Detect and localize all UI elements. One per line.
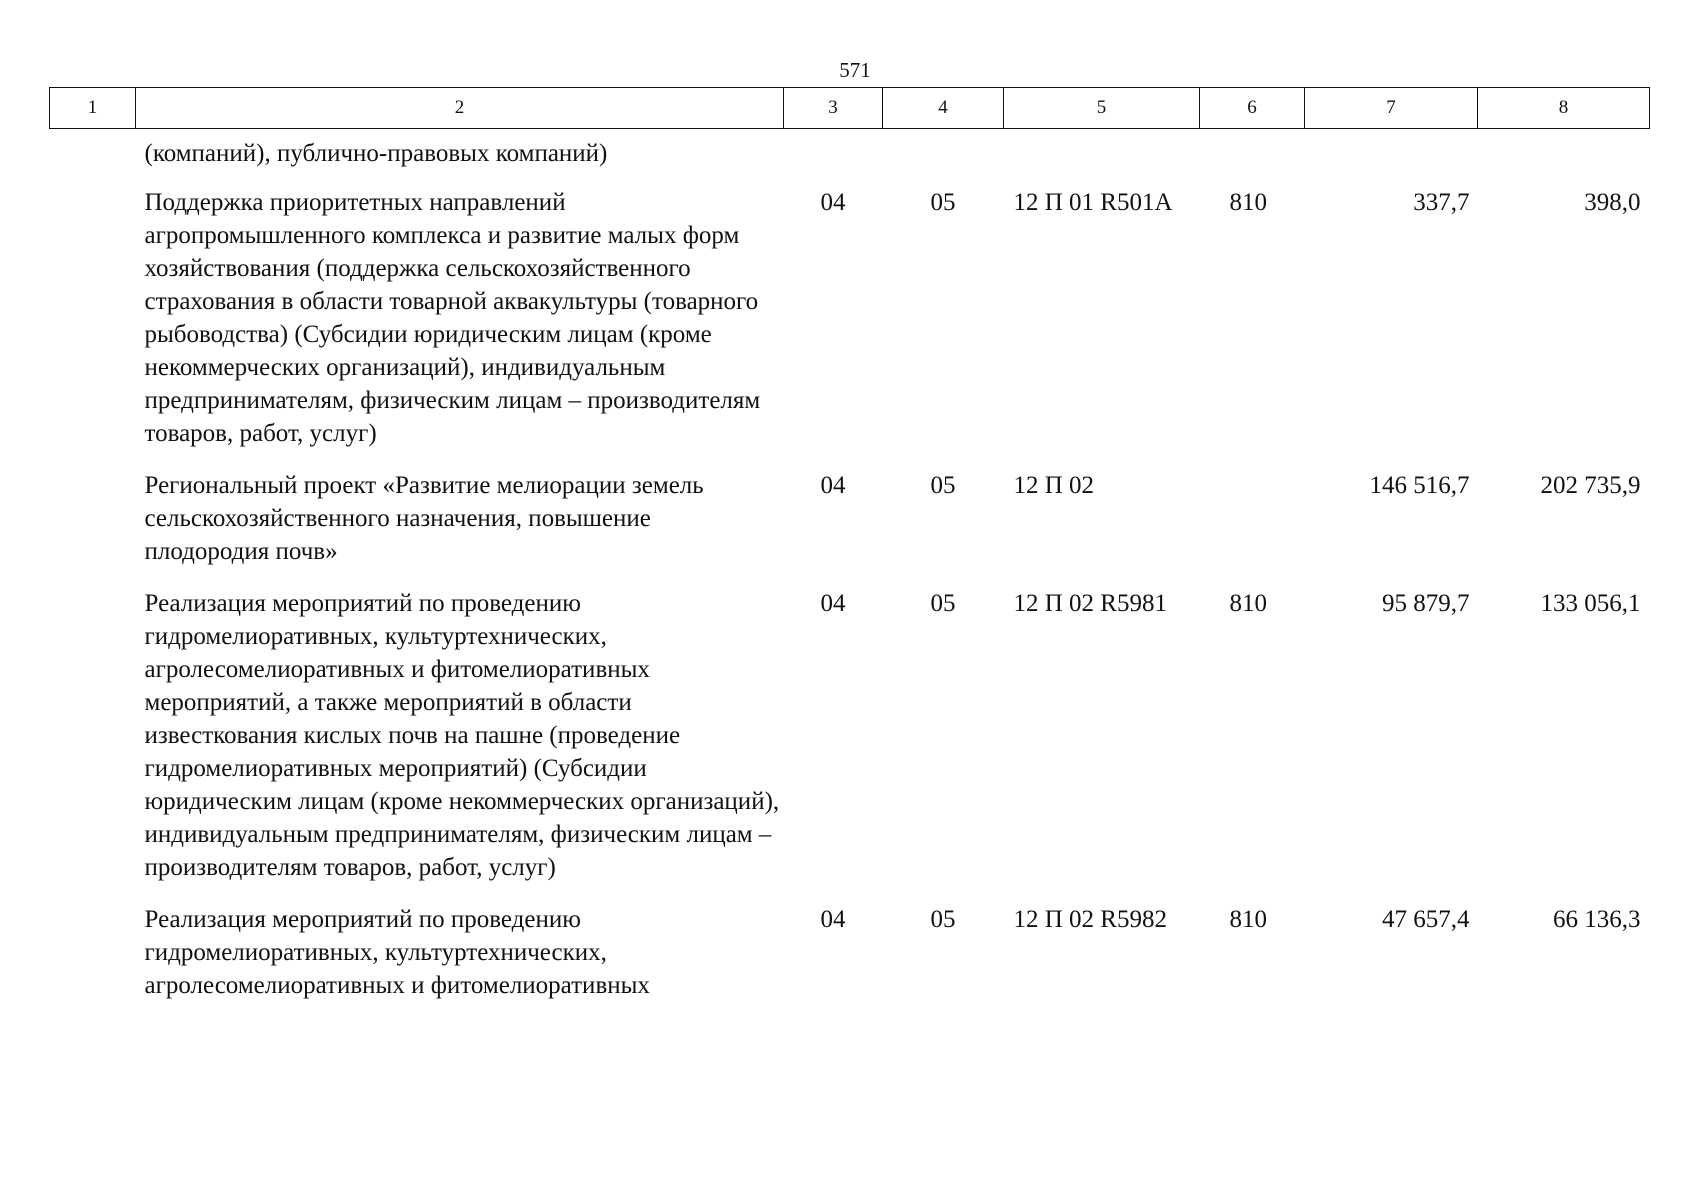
row-description: Реализация мероприятий по проведению гидромелиоративных, культуртехнических, агролесомелиоративных и фитомелиоративных — [144, 906, 650, 999]
row-rz: 04 — [820, 472, 846, 499]
row-sum-year2: 133 056,1 — [1540, 590, 1641, 617]
row-vr — [1200, 129, 1305, 187]
row-sum-year2: 202 735,9 — [1540, 472, 1641, 499]
row-vr — [1200, 469, 1305, 587]
row-description: Реализация мероприятий по проведению гидромелиоративных, культуртехнических, агролесомелиоративных и фитомелиоративных мероприятий, а также мероприятий в области известкования кислых почв на пашне (проведение гидромелиоративных мероприятий) (Субсидии юридическим лицам (кроме некоммерческих организаций), индивидуальным предпринимателям, физическим лицам – производителям товаров, работ, услуг) — [144, 590, 780, 881]
header-col-3: 3 — [784, 88, 883, 129]
row-sum-year1: 337,7 — [1413, 189, 1470, 216]
header-col-2: 2 — [136, 88, 784, 129]
header-col-5: 5 — [1004, 88, 1200, 129]
row-csr — [1004, 129, 1200, 187]
row-pr: 05 — [930, 906, 956, 933]
row-pr: 05 — [930, 590, 956, 617]
table-body — [50, 129, 1650, 1003]
row-sum-year2: 398,0 — [1584, 189, 1641, 216]
row-vr: 810 — [1229, 189, 1267, 216]
row-pr: 05 — [930, 189, 956, 216]
row-rz — [784, 129, 883, 187]
budget-table-sheet — [49, 87, 1649, 1002]
row-pr — [883, 129, 1004, 187]
row-rz: 04 — [820, 189, 846, 216]
column-number-header — [50, 88, 1650, 129]
row-sum-year1: 95 879,7 — [1382, 590, 1470, 617]
row-csr: 12 П 01 R501А — [1013, 189, 1173, 216]
header-col-4: 4 — [883, 88, 1004, 129]
table-row — [50, 587, 1650, 903]
row-rz: 04 — [820, 590, 846, 617]
header-col-1: 1 — [50, 88, 136, 129]
budget-table — [49, 87, 1650, 1002]
row-csr: 12 П 02 R5981 — [1013, 590, 1167, 617]
row-col-1 — [50, 469, 136, 587]
header-col-8: 8 — [1478, 88, 1650, 129]
row-csr: 12 П 02 R5982 — [1013, 906, 1167, 933]
table-row — [50, 129, 1650, 187]
row-pr: 05 — [930, 472, 956, 499]
row-sum-year1 — [1305, 129, 1478, 187]
row-sum-year2 — [1478, 129, 1650, 187]
row-col-1 — [50, 903, 136, 1002]
row-col-1 — [50, 186, 136, 469]
row-description: (компаний), публично-правовых компаний) — [144, 140, 608, 167]
header-col-7: 7 — [1305, 88, 1478, 129]
header-col-6: 6 — [1200, 88, 1305, 129]
page-number: 571 — [839, 58, 871, 82]
table-row — [50, 469, 1650, 587]
table-row — [50, 186, 1650, 469]
row-vr: 810 — [1229, 590, 1267, 617]
row-description: Региональный проект «Развитие мелиорации земель сельскохозяйственного назначения, повышение плодородия почв» — [144, 472, 704, 565]
row-rz: 04 — [820, 906, 846, 933]
table-row — [50, 903, 1650, 1002]
row-csr: 12 П 02 — [1013, 472, 1095, 499]
row-sum-year1: 47 657,4 — [1382, 906, 1470, 933]
row-sum-year1: 146 516,7 — [1369, 472, 1470, 499]
row-sum-year2: 66 136,3 — [1553, 906, 1641, 933]
row-description: Поддержка приоритетных направлений агропромышленного комплекса и развитие малых форм хозяйствования (поддержка сельскохозяйственного страхования в области товарной аквакультуры (товарного рыбоводства) (Субсидии юридическим лицам (кроме некоммерческих организаций), индивидуальным предпринимателям, физическим лицам – производителям товаров, работ, услуг) — [144, 189, 761, 447]
row-col-1 — [50, 129, 136, 187]
header-row — [50, 88, 1650, 129]
row-vr: 810 — [1229, 906, 1267, 933]
row-col-1 — [50, 587, 136, 903]
